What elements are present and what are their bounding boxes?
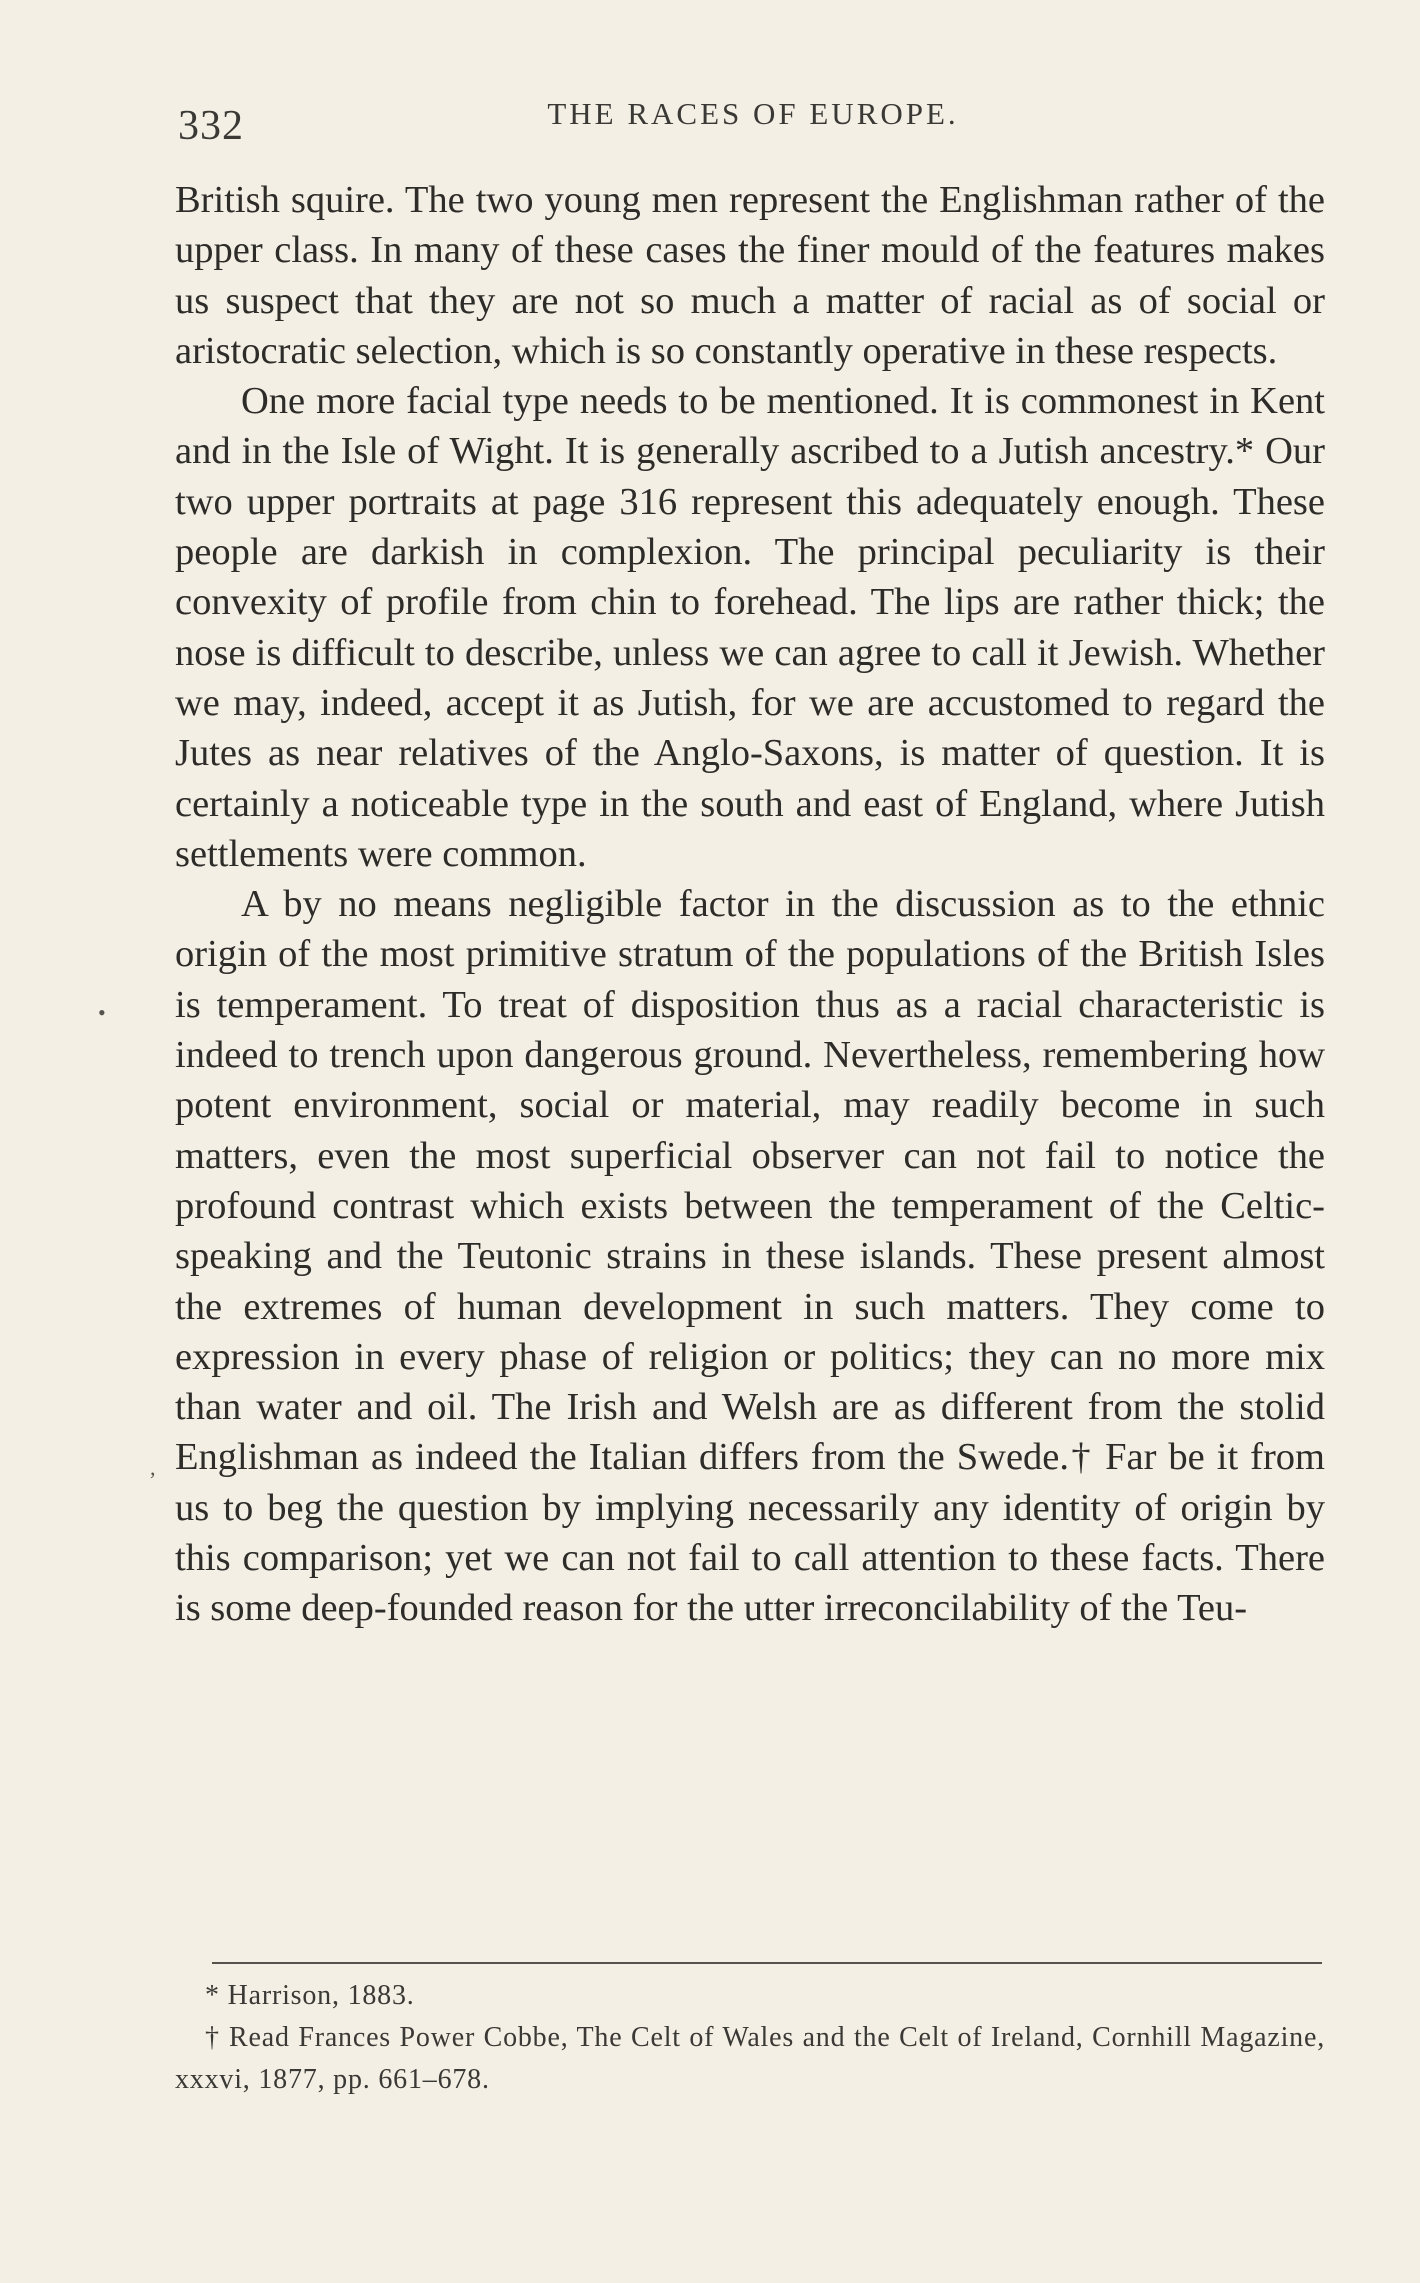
running-head: THE RACES OF EUROPE. bbox=[547, 96, 959, 131]
footnote-rule bbox=[212, 1962, 1322, 1964]
page-header bbox=[178, 92, 1328, 152]
footnote-2: † Read Frances Power Cobbe, The Celt of Wales and the Celt of Ireland, Cornhill Magazine, xxxvi, 1877, pp. 661–678. bbox=[175, 2022, 1325, 2095]
page-number: 332 bbox=[178, 103, 244, 149]
margin-tick: , bbox=[150, 1455, 156, 1480]
body-text bbox=[175, 175, 1325, 1634]
footnote-1: * Harrison, 1883. bbox=[205, 1980, 415, 2011]
paragraph-3: A by no means negligible factor in the discussion as to the ethnic origin of the most primitive stratum of the populations of the British Isles is temperament. To treat of disposition thus as a racial characteristic is indeed to trench upon dangerous ground. Nevertheless, remembering how potent environment, social or material, may readily become in such matters, even the most superficial observer can not fail to notice the profound contrast which exists between the temperament of the Celtic-speaking and the Teutonic strains in these islands. These present almost the extremes of human development in such matters. They come to expression in every phase of religion or politics; they can no more mix than water and oil. The Irish and Welsh are as different from the stolid Englishman as indeed the Italian differs from the Swede.† Far be it from us to beg the question by implying necessarily any identity of origin by this comparison; yet we can not fail to call attention to these facts. There is some deep-founded reason for the utter irreconcilability of the Teu- bbox=[175, 883, 1325, 1630]
paragraph-1: British squire. The two young men represent the Englishman rather of the upper class. In many of these cases the finer mould of the features makes us suspect that they are not so much a matter of racial as of social or aristocratic selection, which is so constantly operative in these respects. bbox=[175, 179, 1325, 372]
footnotes bbox=[175, 1975, 1325, 2101]
paragraph-2: One more facial type needs to be mentioned. It is commonest in Kent and in the Isle of Wight. It is generally ascribed to a Jutish ancestry.* Our two upper portraits at page 316 represent this adequately enough. These people are darkish in complexion. The principal peculiarity is their convexity of profile from chin to forehead. The lips are rather thick; the nose is difficult to describe, unless we can agree to call it Jewish. Whether we may, indeed, accept it as Jutish, for we are accustomed to regard the Jutes as near relatives of the Anglo-Saxons, is matter of question. It is certainly a noticeable type in the south and east of England, where Jutish settlements were common. bbox=[175, 380, 1325, 875]
margin-dot: • bbox=[98, 1000, 106, 1025]
